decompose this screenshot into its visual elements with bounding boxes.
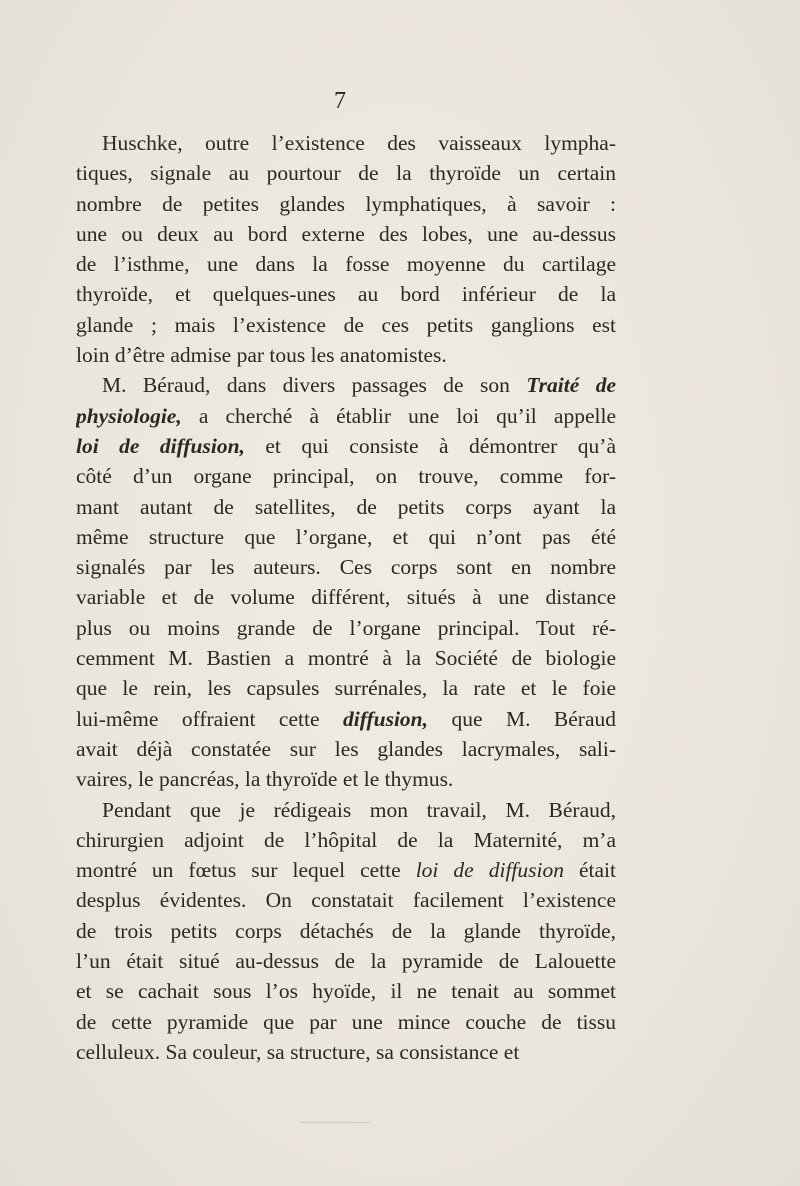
text-segment: que le rein, les capsules surrénales, la rate et le foie	[76, 676, 616, 701]
text-segment: Huschke, outre l’existence des vaisseaux lympha-	[102, 131, 616, 155]
text-line	[76, 401, 616, 431]
text-segment: et qui consiste à démontrer qu’à	[244, 433, 616, 458]
text-line	[76, 946, 616, 976]
text-line	[76, 795, 616, 825]
text-line	[76, 764, 616, 794]
text-line	[76, 128, 616, 158]
italic-phrase: loi de diffusion	[415, 858, 564, 883]
text-segment: de cette pyramide que par une mince couche de tissu	[76, 1009, 616, 1034]
text-line	[76, 885, 616, 915]
paragraph	[76, 128, 616, 370]
text-line	[76, 219, 616, 249]
body-text	[76, 128, 616, 1067]
paragraph	[76, 795, 616, 1068]
text-line	[76, 461, 616, 491]
text-segment: glande ; mais l’existence de ces petits ganglions est	[76, 312, 616, 337]
text-segment: était	[563, 858, 616, 883]
text-line	[76, 431, 616, 461]
text-line	[76, 1007, 616, 1037]
text-line	[76, 1037, 616, 1067]
text-line	[76, 279, 616, 309]
text-segment: cemment M. Bastien a montré à la Société de biologie	[76, 646, 616, 671]
italic-phrase: diffusion,	[342, 706, 429, 731]
text-segment: chirurgien adjoint de l’hôpital de la Maternité, m’a	[76, 827, 616, 852]
text-line	[76, 492, 616, 522]
text-segment: montré un fœtus sur lequel cette	[76, 858, 416, 883]
text-segment: variable et de volume différent, situés à une distance	[76, 585, 616, 610]
text-segment: lui-même offraient cette	[76, 706, 343, 731]
text-segment: desplus évidentes. On constatait facilement l’existence	[76, 888, 616, 913]
italic-phrase: loi de diffusion,	[76, 433, 245, 458]
text-segment: côté d’un organe principal, on trouve, comme for-	[76, 464, 616, 489]
italic-phrase: Traité de	[526, 373, 616, 398]
paragraph	[76, 370, 616, 794]
text-segment: l’un était situé au-dessus de la pyramide de Lalouette	[76, 949, 616, 974]
text-line	[76, 158, 616, 188]
text-segment: de trois petits corps détachés de la glande thyroïde,	[76, 918, 616, 943]
text-segment: mant autant de satellites, de petits corps ayant la	[76, 494, 616, 519]
text-line	[76, 249, 616, 279]
text-line	[76, 734, 616, 764]
text-segment: même structure que l’organe, et qui n’ont pas été	[76, 524, 616, 549]
text-line	[76, 552, 616, 582]
text-segment: et se cachait sous l’os hyoïde, il ne tenait au sommet	[76, 979, 616, 1004]
text-line	[76, 310, 616, 340]
text-line	[76, 582, 616, 612]
text-segment: que M. Béraud	[428, 706, 616, 731]
text-line	[76, 673, 616, 703]
text-segment: de l’isthme, une dans la fosse moyenne du cartilage	[76, 252, 616, 277]
text-line	[76, 704, 616, 734]
text-segment: vaires, le pancréas, la thyroïde et le thymus.	[76, 767, 454, 792]
text-segment: nombre de petites glandes lymphatiques, à savoir :	[76, 191, 616, 216]
text-segment: a cherché à établir une loi qu’il appelle	[181, 403, 616, 428]
italic-phrase: physiologie,	[76, 403, 182, 428]
text-line	[76, 976, 616, 1006]
text-segment: tiques, signale au pourtour de la thyroïde un certain	[76, 161, 616, 186]
text-line	[76, 522, 616, 552]
text-segment: thyroïde, et quelques-unes au bord inférieur de la	[76, 282, 616, 307]
bleed-through-rule	[300, 1122, 370, 1123]
text-line	[76, 825, 616, 855]
text-line	[76, 613, 616, 643]
text-line	[76, 855, 616, 885]
text-segment: Pendant que je rédigeais mon travail, M. Béraud,	[102, 797, 616, 822]
text-segment: une ou deux au bord externe des lobes, une au-dessus	[76, 221, 616, 246]
text-line	[76, 340, 616, 370]
text-segment: M. Béraud, dans divers passages de son	[102, 373, 527, 398]
text-segment: signalés par les auteurs. Ces corps sont en nombre	[76, 555, 616, 580]
text-segment: celluleux. Sa couleur, sa structure, sa consistance et	[76, 1039, 520, 1064]
text-segment: avait déjà constatée sur les glandes lacrymales, sali-	[76, 736, 616, 761]
text-segment: loin d’être admise par tous les anatomistes.	[76, 343, 447, 368]
text-line	[76, 370, 616, 400]
page-number: 7	[334, 88, 346, 114]
text-line	[76, 643, 616, 673]
text-line	[76, 916, 616, 946]
text-line	[76, 189, 616, 219]
text-segment: plus ou moins grande de l’organe principal. Tout ré-	[76, 615, 616, 640]
